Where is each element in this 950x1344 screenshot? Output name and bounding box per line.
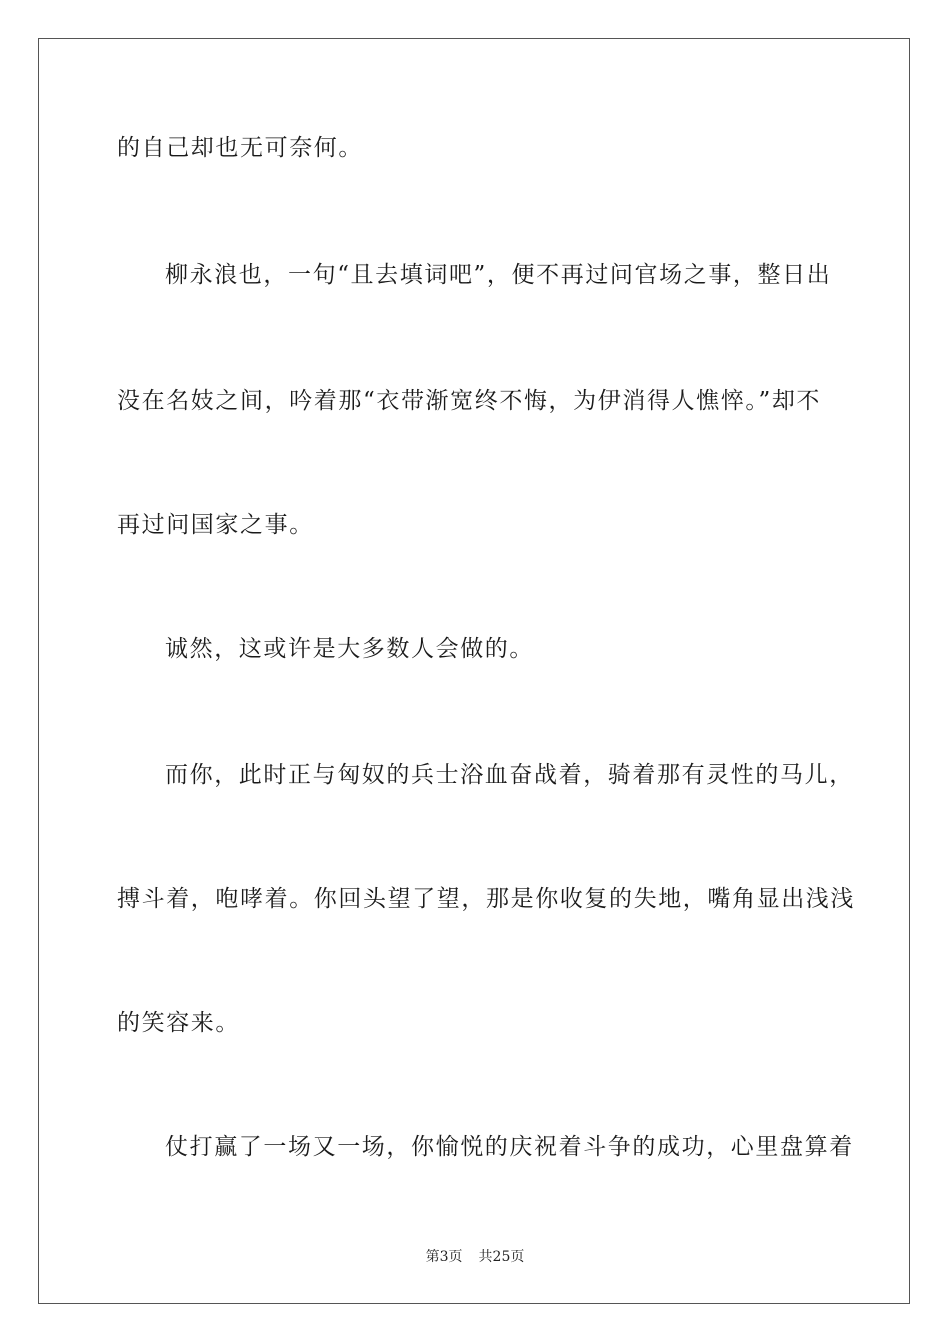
text-line: 的笑容来。 bbox=[117, 1010, 240, 1036]
text-line: 仗打赢了一场又一场，你愉悦的庆祝着斗争的成功，心里盘算着 bbox=[165, 1134, 854, 1160]
page-border bbox=[38, 38, 910, 1304]
text-line: 的自己却也无可奈何。 bbox=[117, 135, 363, 161]
text-line: 柳永浪也，一句“且去填词吧”，便不再过问官场之事，整日出 bbox=[165, 262, 832, 288]
text-line: 而你，此时正与匈奴的兵士浴血奋战着，骑着那有灵性的马儿， bbox=[165, 762, 854, 788]
current-page-number: 第3页 bbox=[425, 1249, 463, 1265]
text-line: 再过问国家之事。 bbox=[117, 512, 314, 538]
text-line: 诚然，这或许是大多数人会做的。 bbox=[165, 636, 534, 662]
page-footer bbox=[0, 1248, 950, 1266]
total-page-count: 共25页 bbox=[478, 1249, 525, 1265]
text-line: 没在名妓之间，吟着那“衣带渐宽终不悔，为伊消得人憔悴。”却不 bbox=[117, 388, 822, 414]
text-line: 搏斗着，咆哮着。你回头望了望，那是你收复的失地，嘴角显出浅浅 bbox=[117, 886, 855, 912]
